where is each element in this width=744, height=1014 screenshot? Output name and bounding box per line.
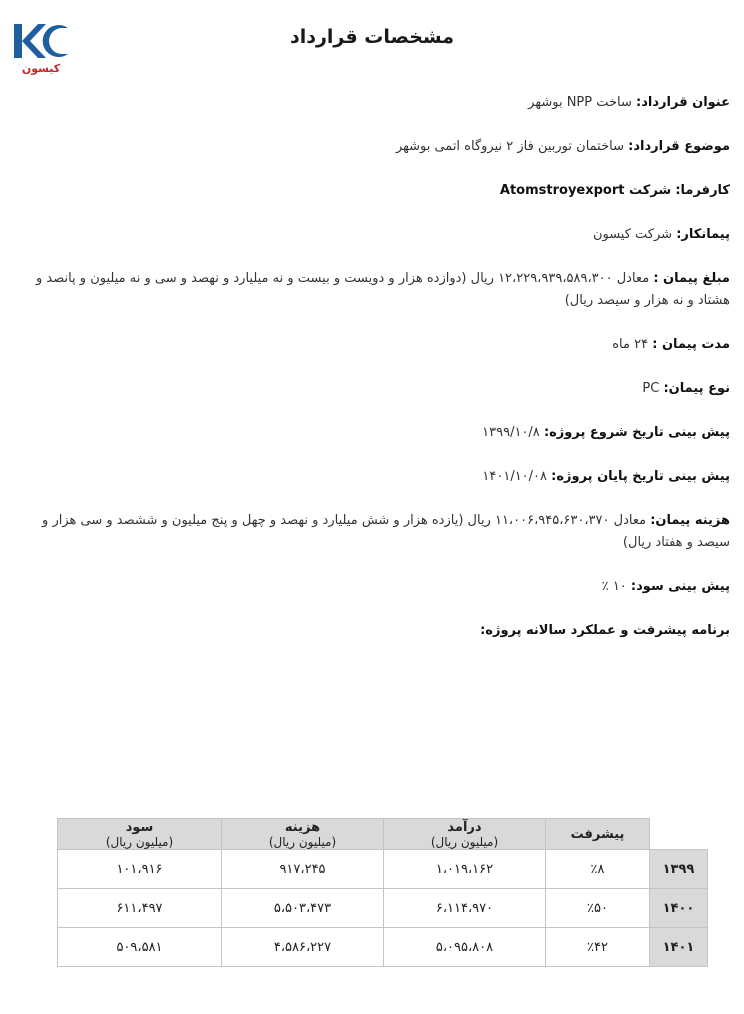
field-value: شرکت کیسون [592, 227, 673, 242]
field-value: ۲۴ ماه [612, 337, 649, 352]
field-contract-amount [14, 268, 730, 312]
field-label: پیش بینی سود: [630, 579, 730, 594]
field-label: پیمانکار: [676, 227, 730, 242]
field-value: ۱۰ ٪ [601, 579, 627, 594]
page-title: مشخصات قرارداد [289, 26, 455, 48]
table-row [58, 928, 708, 967]
cell-profit: ۶۱۱،۴۹۷ [58, 889, 222, 928]
header-profit-unit: (میلیون ریال) [105, 834, 174, 849]
cell-progress: ٪۵۰ [546, 889, 650, 928]
table-row [58, 850, 708, 889]
field-contract-duration [14, 334, 730, 356]
field-value: ۱۳۹۹/۱۰/۸ [482, 425, 540, 440]
field-label: عنوان قرارداد: [636, 95, 730, 110]
cell-revenue: ۶،۱۱۴،۹۷۰ [384, 889, 546, 928]
cell-year: ۱۳۹۹ [650, 850, 708, 889]
cell-progress: ٪۴۲ [546, 928, 650, 967]
table-header-row [58, 819, 708, 850]
cell-cost: ۴،۵۸۶،۲۲۷ [222, 928, 384, 967]
cell-year: ۱۴۰۰ [650, 889, 708, 928]
field-value: شرکت Atomstroyexport [499, 183, 672, 198]
field-contract-subject [14, 136, 730, 158]
field-label: مدت پیمان : [652, 337, 730, 352]
cell-revenue: ۵،۰۹۵،۸۰۸ [384, 928, 546, 967]
field-contract-type [14, 378, 730, 400]
header-profit-label: سود [125, 819, 154, 835]
field-start-date [14, 422, 730, 444]
cell-year: ۱۴۰۱ [650, 928, 708, 967]
field-value: ۱۴۰۱/۱۰/۰۸ [482, 469, 548, 484]
field-label: هزینه پیمان: [650, 513, 730, 528]
header-year-empty [650, 819, 708, 850]
cell-cost: ۵،۵۰۳،۴۷۳ [222, 889, 384, 928]
field-label: موضوع قرارداد: [628, 139, 730, 154]
header-cost [222, 819, 384, 850]
field-label: برنامه پیشرفت و عملکرد سالانه پروژه: [480, 623, 730, 638]
field-label: مبلغ پیمان : [653, 271, 730, 286]
field-contractor [14, 224, 730, 246]
field-value: PC [642, 381, 660, 396]
header-revenue-unit: (میلیون ریال) [430, 834, 499, 849]
header-progress: پیشرفت [546, 819, 650, 850]
cell-revenue: ۱،۰۱۹،۱۶۲ [384, 850, 546, 889]
header-cost-unit: (میلیون ریال) [268, 834, 337, 849]
field-end-date [14, 466, 730, 488]
field-label: کارفرما: [675, 183, 730, 198]
cell-progress: ٪۸ [546, 850, 650, 889]
contract-details [14, 92, 730, 664]
logo-wordmark: کیسون [21, 62, 61, 75]
header-revenue-label: درآمد [447, 819, 482, 835]
field-annual-program [14, 620, 730, 642]
field-value: ساختمان توربین فاز ۲ نیروگاه اتمی بوشهر [395, 139, 624, 154]
field-employer [14, 180, 730, 202]
field-label: پیش بینی تاریخ شروع پروژه: [543, 425, 730, 440]
annual-progress-table-wrap [57, 818, 707, 967]
annual-progress-table [57, 818, 708, 967]
field-label: نوع پیمان: [663, 381, 730, 396]
field-value: معادل ۱۲،۲۲۹،۹۳۹،۵۸۹،۳۰۰ ریال (دوازده هزار و دویست و بیست و نه میلیارد و نهصد و سی و نه میلیون و پانصد و هشتاد و نه هزار و سیصد ریال) [35, 271, 730, 308]
field-contract-cost [14, 510, 730, 554]
field-expected-profit [14, 576, 730, 598]
cell-profit: ۵۰۹،۵۸۱ [58, 928, 222, 967]
header-cost-label: هزینه [284, 819, 321, 835]
cell-cost: ۹۱۷،۲۴۵ [222, 850, 384, 889]
header-revenue [384, 819, 546, 850]
header-profit [58, 819, 222, 850]
field-value: ساخت NPP بوشهر [528, 95, 632, 110]
field-contract-title [14, 92, 730, 114]
cell-profit: ۱۰۱،۹۱۶ [58, 850, 222, 889]
field-label: پیش بینی تاریخ پایان پروژه: [551, 469, 730, 484]
field-value: معادل ۱۱،۰۰۶،۹۴۵،۶۳۰،۳۷۰ ریال (یازده هزار و شش میلیارد و نهصد و چهل و پنج میلیون و ششصد و سی هزار و سیصد و هفتاد ریال) [42, 513, 730, 550]
table-row [58, 889, 708, 928]
